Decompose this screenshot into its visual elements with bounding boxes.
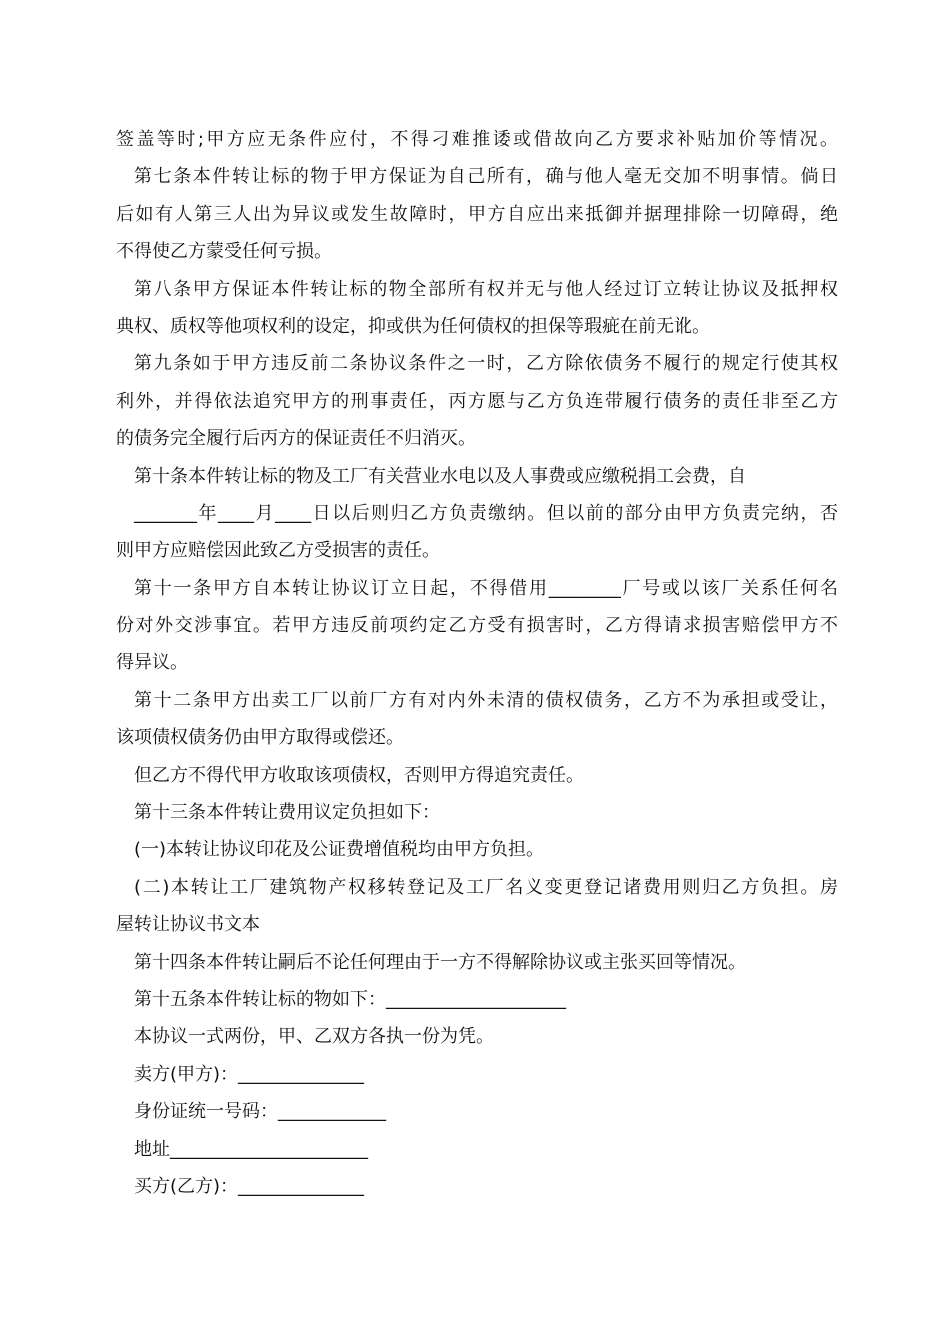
document-body <box>116 121 838 1205</box>
text-line: 的债务完全履行后丙方的保证责任不归消灭。 <box>116 428 476 450</box>
text-line: 不得使乙方蒙受任何亏损。 <box>116 241 332 263</box>
text-line: 第十一条甲方自本转让协议订立日起，不得借用________厂号或以该厂关系任何名 <box>134 577 838 599</box>
text-line: (二)本转让工厂建筑物产权移转登记及工厂名义变更登记诸费用则归乙方负担。房 <box>134 876 838 898</box>
text-line: 该项债权债务仍由甲方取得或偿还。 <box>116 727 404 749</box>
text-line: 卖方(甲方)：______________ <box>134 1063 365 1085</box>
text-line: 第十条本件转让标的物及工厂有关营业水电以及人事费或应缴税捐工会费，自 <box>134 465 746 487</box>
text-line: 第九条如于甲方违反前二条协议条件之一时，乙方除依债务不履行的规定行使其权 <box>134 353 838 375</box>
text-line: 后如有人第三人出为异议或发生故障时，甲方自应出来抵御并据理排除一切障碍，绝 <box>116 203 838 225</box>
text-line: 份对外交涉事宜。若甲方违反前项约定乙方受有损害时，乙方得请求损害赔偿甲方不 <box>116 615 838 637</box>
text-line: _______年____月____日以后则归乙方负责缴纳。但以前的部分由甲方负责完纳，否 <box>134 502 838 524</box>
text-line: 地址______________________ <box>134 1138 368 1160</box>
text-line: 第十五条本件转让标的物如下：____________________ <box>134 988 566 1010</box>
text-line: 第八条甲方保证本件转让标的物全部所有权并无与他人经过订立转让协议及抵押权 <box>134 278 838 300</box>
text-line: 第十四条本件转让嗣后不论任何理由于一方不得解除协议或主张买回等情况。 <box>134 951 746 973</box>
text-line: (一)本转让协议印花及公证费增值税均由甲方负担。 <box>134 839 545 861</box>
text-line: 签盖等时;甲方应无条件应付，不得刁难推诿或借故向乙方要求补贴加价等情况。 <box>116 129 838 150</box>
text-line: 身份证统一号码：____________ <box>134 1101 386 1123</box>
text-line: 屋转让协议书文本 <box>116 914 260 936</box>
text-line: 但乙方不得代甲方收取该项债权，否则甲方得追究责任。 <box>134 764 584 786</box>
text-line: 典权、质权等他项权利的设定，抑或供为任何债权的担保等瑕疵在前无讹。 <box>116 315 710 337</box>
text-line: 第十三条本件转让费用议定负担如下： <box>134 802 440 824</box>
text-line: 则甲方应赔偿因此致乙方受损害的责任。 <box>116 540 440 562</box>
text-line: 利外，并得依法追究甲方的刑事责任，丙方愿与乙方负连带履行债务的责任非至乙方 <box>116 390 838 412</box>
text-line: 本协议一式两份，甲、乙双方各执一份为凭。 <box>134 1026 494 1048</box>
text-line: 第十二条甲方出卖工厂以前厂方有对内外未清的债权债务，乙方不为承担或受让， <box>134 689 838 711</box>
text-line: 买方(乙方)：______________ <box>134 1175 365 1197</box>
text-line: 第七条本件转让标的物于甲方保证为自己所有，确与他人毫无交加不明事情。倘日 <box>134 166 838 188</box>
text-line: 得异议。 <box>116 652 188 674</box>
